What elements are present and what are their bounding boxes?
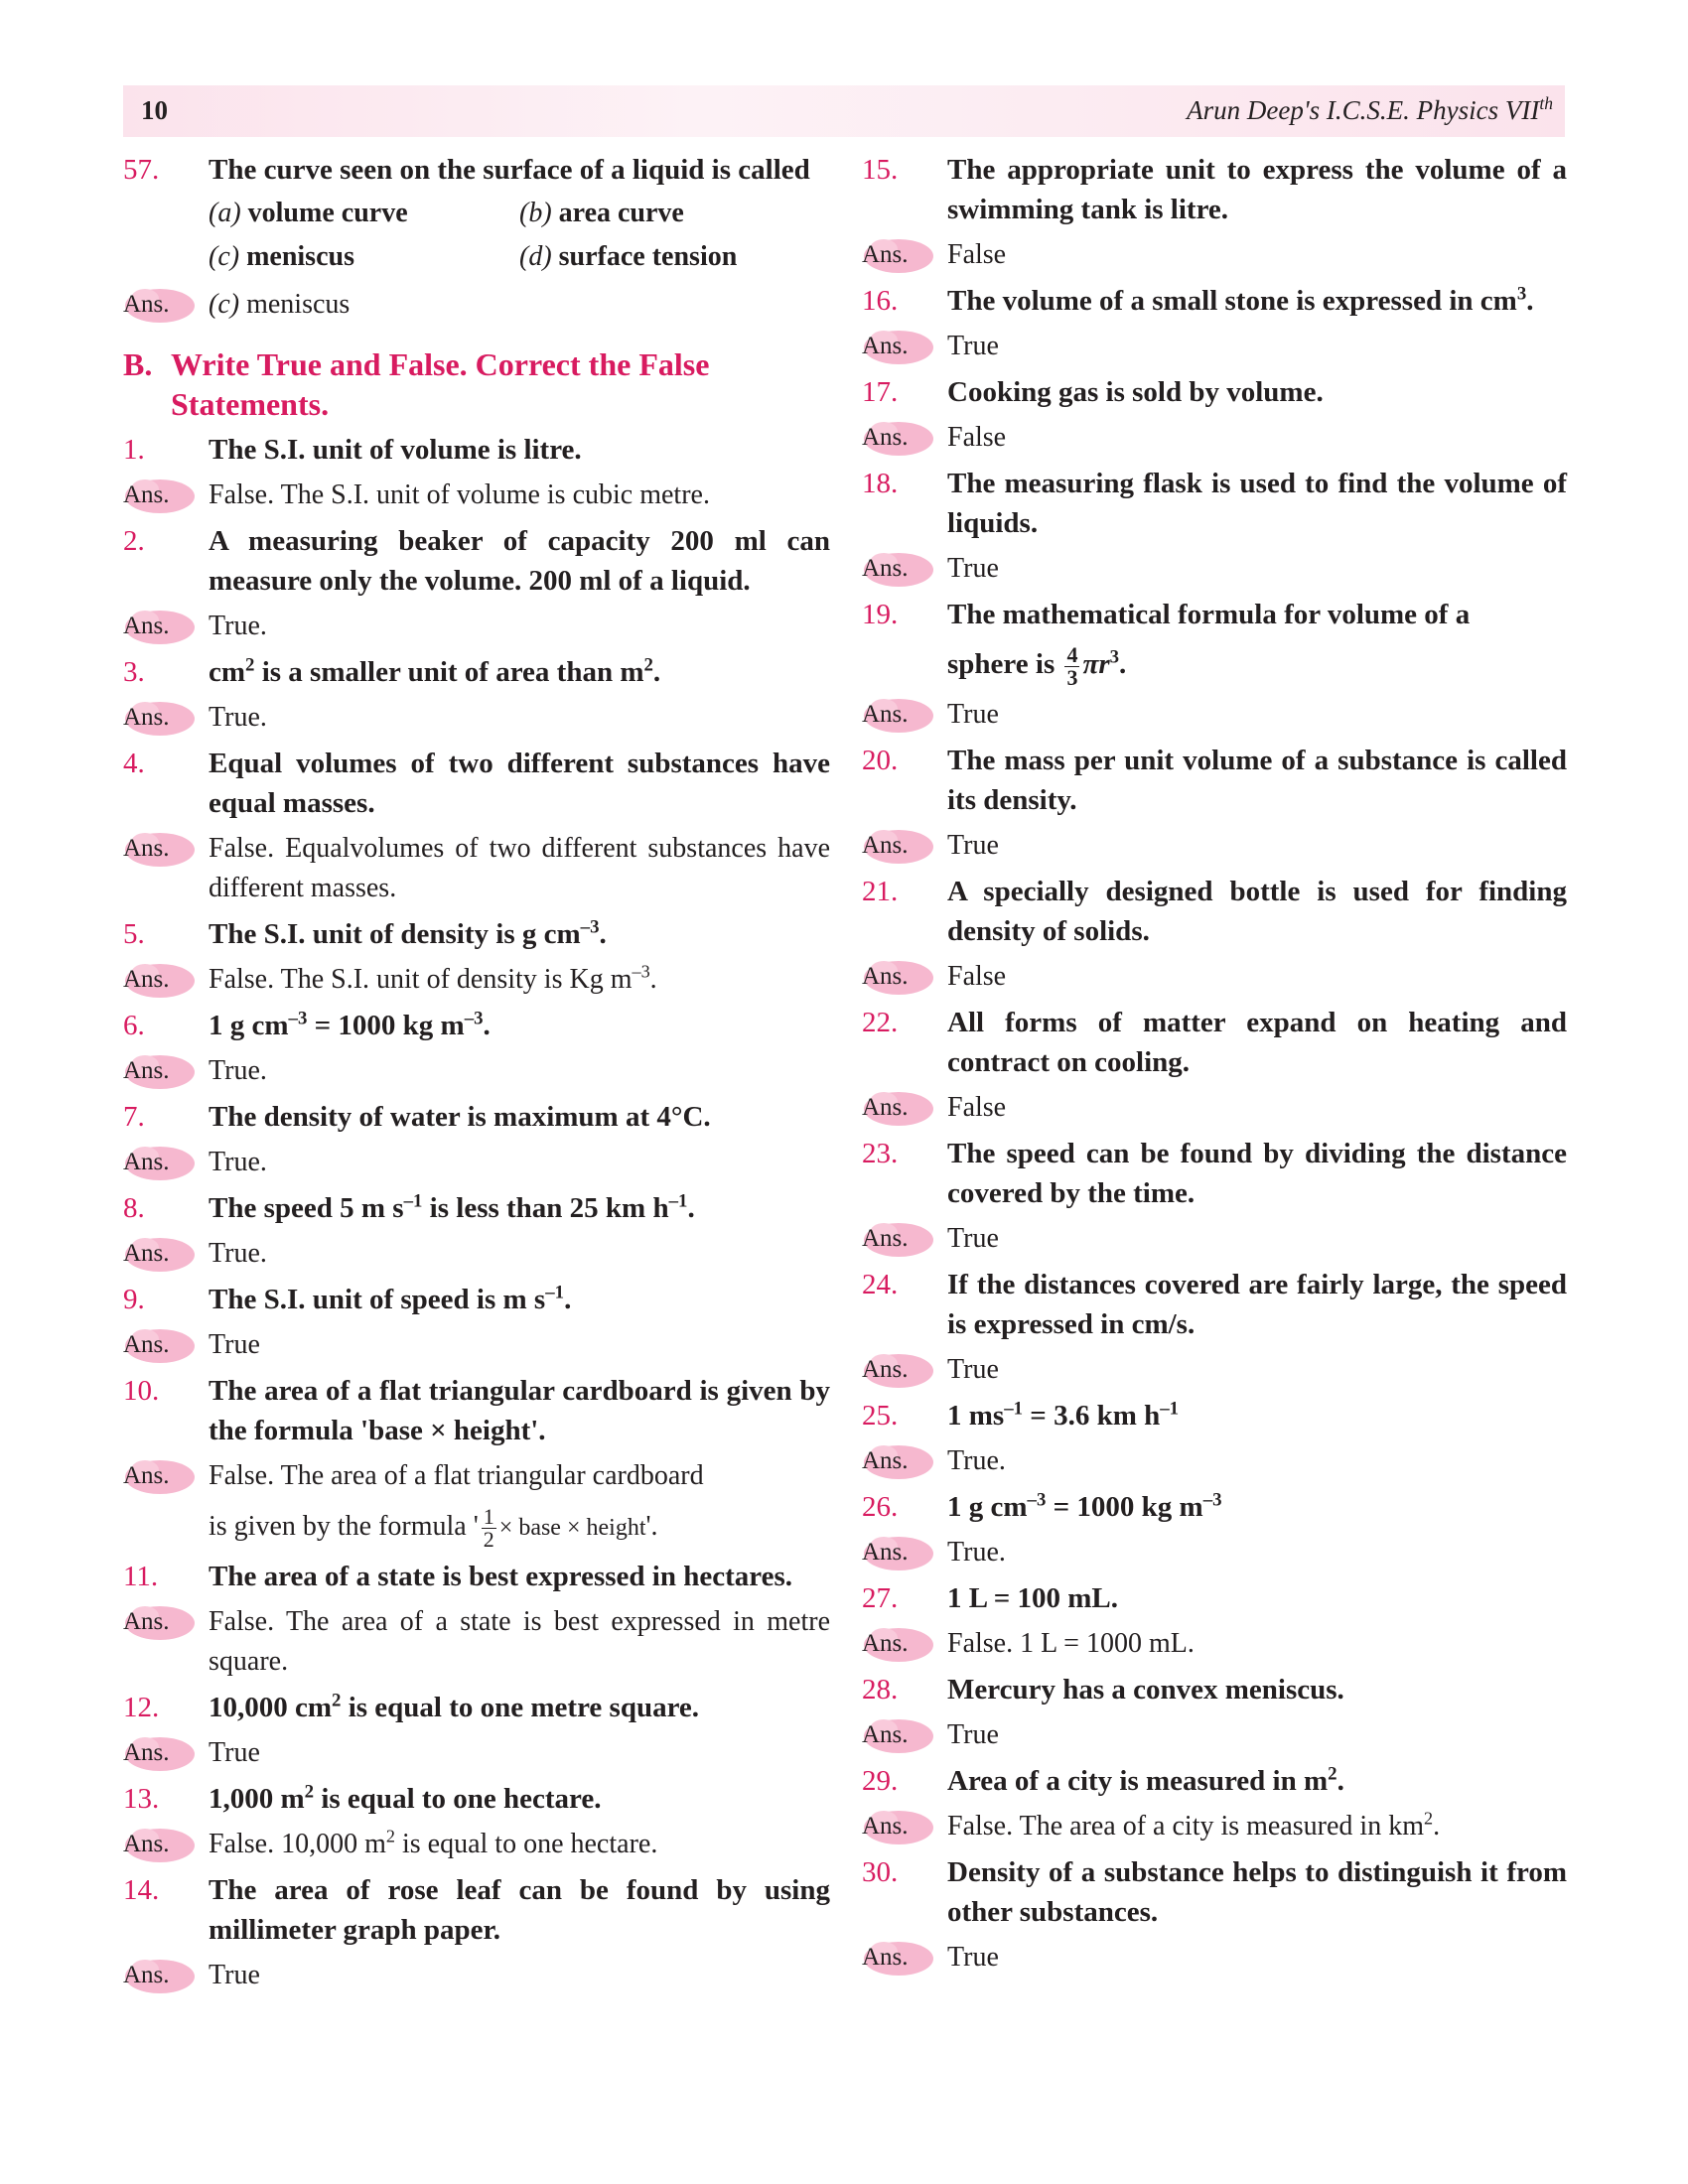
superscript: 2	[245, 654, 255, 676]
answer-item	[123, 476, 830, 515]
ans-label: Ans.	[123, 704, 170, 731]
answer-text: True.	[209, 1055, 267, 1086]
answer-item	[862, 1088, 1567, 1128]
question-number: 26.	[862, 1491, 899, 1523]
text-part: is a smaller unit of area than m	[254, 656, 644, 688]
formula-prefix: sphere is	[947, 648, 1062, 681]
question-number: 5.	[123, 918, 145, 950]
answer-text: True	[947, 699, 999, 730]
question-item	[862, 872, 1567, 951]
answer-text: True.	[209, 702, 267, 733]
ans-label: Ans.	[862, 1094, 909, 1121]
superscript: –1	[545, 1282, 565, 1303]
ans-label: Ans.	[862, 1721, 909, 1748]
text-part: False. The area of a city is measured in km	[947, 1811, 1424, 1842]
text-part: 1,000 m	[209, 1783, 305, 1815]
option-text: surface tension	[558, 241, 738, 272]
question-number: 25.	[862, 1400, 899, 1432]
answer-item	[123, 1234, 830, 1274]
question-text: The appropriate unit to express the volume of a swimming tank is litre.	[947, 154, 1567, 225]
answer-item	[862, 1441, 1567, 1481]
text-part: .	[1526, 285, 1534, 317]
text-part: .	[652, 656, 661, 688]
ans-label: Ans.	[123, 835, 170, 862]
option-text: area curve	[558, 198, 684, 228]
answer-item	[123, 698, 830, 738]
question-number: 1.	[123, 434, 145, 466]
right-column	[862, 144, 1567, 1978]
question-number: 28.	[862, 1674, 899, 1706]
answer-text: True	[209, 1960, 260, 1990]
answer-item	[862, 418, 1567, 458]
answer-text: False	[947, 961, 1007, 992]
question-number: 17.	[862, 376, 899, 408]
answer-item	[862, 1938, 1567, 1978]
answer-text: True.	[209, 1147, 267, 1177]
ans-label: Ans.	[862, 333, 909, 359]
formula-suffix: .	[1119, 648, 1127, 681]
ans-badge	[123, 1956, 197, 1995]
superscript: –3	[1202, 1489, 1222, 1511]
question-text: All forms of matter expand on heating and contract on cooling.	[947, 1007, 1567, 1078]
answer-item	[123, 829, 830, 908]
ans-label: Ans.	[862, 1813, 909, 1840]
ans-badge	[123, 476, 197, 515]
question-text: Density of a substance helps to distinguish it from other substances.	[947, 1856, 1567, 1928]
answer-text: True.	[209, 611, 267, 641]
answer-text: True.	[209, 1238, 267, 1269]
superscript: –3	[288, 1008, 308, 1029]
text-part: The S.I. unit of speed is m s	[209, 1284, 546, 1315]
superscript: 2	[304, 1781, 315, 1803]
answer-text: True	[947, 331, 999, 361]
question-item	[862, 1670, 1567, 1709]
left-column	[123, 144, 830, 1995]
question-item	[123, 1688, 830, 1727]
ans-label: Ans.	[862, 424, 909, 451]
question-item	[862, 1265, 1567, 1344]
ans-badge	[862, 1441, 935, 1481]
text-part: = 1000 kg m	[307, 1010, 465, 1041]
ans-badge	[123, 1325, 197, 1365]
ans-badge	[123, 1143, 197, 1182]
question-item	[123, 1371, 830, 1450]
question-number: 23.	[862, 1138, 899, 1169]
formula-body: × base × height	[498, 1514, 646, 1541]
question-text: If the distances covered are fairly large, the speed is expressed in cm/s.	[947, 1269, 1567, 1340]
question-text: The speed can be found by dividing the distance covered by the time.	[947, 1138, 1567, 1209]
text-part: 10,000 cm	[209, 1692, 333, 1723]
question-item	[862, 1578, 1567, 1618]
answer-text: False	[947, 422, 1007, 453]
question-57	[123, 150, 830, 190]
answer-text: True	[209, 1737, 260, 1768]
superscript: –1	[668, 1190, 688, 1212]
question-item	[123, 1779, 830, 1819]
question-item	[123, 1006, 830, 1045]
book-title	[1187, 95, 1553, 126]
question-number: 19.	[862, 599, 899, 630]
page-header	[123, 85, 1565, 137]
ans-label: Ans.	[862, 1630, 909, 1657]
ans-label: Ans.	[123, 481, 170, 508]
ans-badge	[123, 1456, 197, 1496]
ans-badge	[123, 1602, 197, 1642]
answer-item	[862, 1219, 1567, 1259]
ans-label: Ans.	[123, 1831, 170, 1857]
answer-item	[123, 960, 830, 1000]
answer-item	[862, 549, 1567, 589]
ans-label: Ans.	[123, 1608, 170, 1635]
answer-item	[862, 1624, 1567, 1664]
fraction-denominator: 3	[1066, 665, 1078, 690]
text-part: .	[649, 964, 657, 995]
fraction	[1064, 644, 1079, 689]
fraction-denominator: 2	[483, 1527, 494, 1552]
text-part: 1 g cm	[947, 1491, 1028, 1523]
answer-text: True.	[947, 1537, 1006, 1568]
question-number: 22.	[862, 1007, 899, 1038]
ans-badge	[123, 829, 197, 869]
text-part: Area of a city is measured in m	[947, 1765, 1329, 1797]
option-letter: (d)	[519, 241, 552, 272]
question-text: The mathematical formula for volume of a	[947, 599, 1471, 630]
question-item	[862, 1134, 1567, 1213]
question-text: The curve seen on the surface of a liquid is called	[209, 154, 810, 186]
formula-suffix: '.	[645, 1510, 658, 1542]
ans-label: Ans.	[123, 1240, 170, 1267]
option-letter: (c)	[209, 241, 240, 272]
question-text: The S.I. unit of volume is litre.	[209, 434, 582, 466]
text-part: .	[1336, 1765, 1344, 1797]
question-item	[862, 1761, 1567, 1801]
text-part: = 1000 kg m	[1046, 1491, 1203, 1523]
answer-item	[123, 1956, 830, 1995]
question-item	[123, 1280, 830, 1319]
ans-label: Ans.	[862, 241, 909, 268]
ans-badge	[862, 957, 935, 997]
question-item	[862, 1852, 1567, 1932]
ans-badge	[862, 1088, 935, 1128]
question-number: 2.	[123, 525, 145, 557]
superscript: –3	[632, 961, 650, 982]
ans-badge	[862, 826, 935, 866]
superscript: –1	[1004, 1398, 1024, 1420]
answer-text: False. 1 L = 1000 mL.	[947, 1628, 1195, 1659]
answer-text: False	[947, 1092, 1007, 1123]
ans-badge	[862, 1624, 935, 1664]
book-title-text: Arun Deep's I.C.S.E. Physics VII	[1187, 95, 1540, 125]
section-heading	[123, 344, 830, 424]
text-part: = 3.6 km h	[1023, 1400, 1161, 1432]
superscript: –1	[403, 1190, 423, 1212]
ans-badge	[862, 695, 935, 735]
ans-badge	[123, 1234, 197, 1274]
ans-label: Ans.	[123, 1739, 170, 1766]
question-number: 29.	[862, 1765, 899, 1797]
question-number: 57.	[123, 154, 160, 186]
question-number: 11.	[123, 1561, 159, 1592]
question-text: The measuring flask is used to find the volume of liquids.	[947, 468, 1567, 539]
text-part: False. The S.I. unit of density is Kg m	[209, 964, 633, 995]
answer-text: True	[947, 1719, 999, 1750]
ans-badge	[862, 1350, 935, 1390]
text-part: False. 10,000 m	[209, 1829, 386, 1859]
option-d	[519, 235, 830, 279]
question-item	[123, 1097, 830, 1137]
ans-badge	[862, 418, 935, 458]
question-item	[862, 1487, 1567, 1527]
ans-badge	[862, 327, 935, 366]
question-text: Mercury has a convex meniscus.	[947, 1674, 1344, 1706]
right-items-list	[862, 150, 1567, 1978]
superscript: –3	[464, 1008, 484, 1029]
answer-text: False. Equalvolumes of two different substances have different masses.	[209, 833, 830, 903]
question-number: 4.	[123, 748, 145, 779]
answer-item	[123, 1456, 830, 1551]
ans-label: Ans.	[862, 701, 909, 728]
answer-item	[862, 1350, 1567, 1390]
question-item	[862, 1396, 1567, 1435]
answer-item	[862, 1807, 1567, 1846]
superscript: –3	[1027, 1489, 1047, 1511]
answer-text: False. The area of a state is best expressed in metre square.	[209, 1606, 830, 1677]
answer-item	[123, 1602, 830, 1682]
question-text: The area of rose leaf can be found by using millimeter graph paper.	[209, 1874, 830, 1946]
ans-badge	[862, 1219, 935, 1259]
question-number: 7.	[123, 1101, 145, 1133]
option-b	[519, 192, 830, 235]
ans-badge	[862, 1938, 935, 1978]
answer-item	[862, 1715, 1567, 1755]
superscript: 2	[332, 1690, 342, 1711]
ans-label: Ans.	[862, 555, 909, 582]
ans-label: Ans.	[123, 1462, 170, 1489]
text-part: 1 ms	[947, 1400, 1005, 1432]
fraction	[482, 1506, 496, 1551]
superscript: 2	[1328, 1763, 1337, 1785]
ans-label: Ans.	[123, 1962, 170, 1988]
formula-prefix: is given by the formula '	[209, 1510, 479, 1542]
question-text: The area of a flat triangular cardboard is given by the formula 'base × height'.	[209, 1375, 830, 1446]
answer-item	[123, 1051, 830, 1091]
formula-body: πr	[1082, 648, 1110, 681]
question-number: 30.	[862, 1856, 899, 1888]
superscript: 3	[1516, 283, 1527, 305]
question-number: 8.	[123, 1192, 145, 1224]
text-part: is equal to one hectare.	[314, 1783, 602, 1815]
option-letter: (a)	[209, 198, 241, 228]
ans-label: Ans.	[862, 1539, 909, 1566]
question-item	[862, 1003, 1567, 1082]
ans-badge	[123, 607, 197, 646]
answer-item	[123, 607, 830, 646]
answer-text: False. The area of a flat triangular cardboard	[209, 1460, 704, 1491]
ans-badge	[123, 1051, 197, 1091]
superscript: 2	[643, 654, 653, 676]
question-item	[862, 150, 1567, 229]
answer-item	[862, 1533, 1567, 1572]
ans-label: Ans.	[123, 966, 170, 993]
ans-badge	[862, 549, 935, 589]
answer-text: True	[947, 1942, 999, 1973]
question-item	[123, 1188, 830, 1228]
text-part: The S.I. unit of density is g cm	[209, 918, 581, 950]
question-number: 13.	[123, 1783, 160, 1815]
ans-badge	[123, 1825, 197, 1864]
question-text: The density of water is maximum at 4°C.	[209, 1101, 711, 1133]
formula-line	[947, 644, 1567, 689]
question-item	[123, 914, 830, 954]
ans-label: Ans.	[862, 1225, 909, 1252]
text-part: .	[1433, 1811, 1441, 1842]
question-item	[862, 372, 1567, 412]
text-part: is equal to one hectare.	[394, 1829, 658, 1859]
text-part: .	[564, 1284, 572, 1315]
question-number: 27.	[862, 1582, 899, 1614]
question-number: 12.	[123, 1692, 160, 1723]
question-item	[123, 521, 830, 601]
answer-letter: (c)	[209, 289, 240, 320]
superscript: 3	[1109, 646, 1120, 668]
answer-text: True	[947, 830, 999, 861]
question-number: 3.	[123, 656, 145, 688]
ans-label: Ans.	[862, 1944, 909, 1971]
answer-text: True	[947, 553, 999, 584]
question-number: 18.	[862, 468, 899, 499]
ans-label: Ans.	[123, 613, 170, 639]
question-item	[123, 430, 830, 470]
question-item	[123, 652, 830, 692]
fraction-numerator: 4	[1066, 642, 1078, 667]
question-item	[862, 595, 1567, 689]
ans-label: Ans.	[862, 1447, 909, 1474]
answer-text: meniscus	[246, 289, 351, 320]
answer-item	[862, 327, 1567, 366]
option-text: volume curve	[247, 198, 408, 228]
superscript: 2	[385, 1826, 395, 1846]
text-part: 1 g cm	[209, 1010, 289, 1041]
section-letter: B.	[123, 346, 153, 382]
ans-badge	[123, 698, 197, 738]
answer-item	[862, 957, 1567, 997]
option-text: meniscus	[246, 241, 354, 272]
question-text: A measuring beaker of capacity 200 ml can measure only the volume. 200 ml of a liquid.	[209, 525, 830, 597]
ans-badge	[862, 1533, 935, 1572]
superscript: 2	[1424, 1808, 1434, 1829]
ans-label: Ans.	[862, 832, 909, 859]
question-number: 10.	[123, 1375, 160, 1407]
question-number: 9.	[123, 1284, 145, 1315]
question-number: 24.	[862, 1269, 899, 1300]
section-title: Write True and False. Correct the False Statements.	[171, 346, 710, 422]
fraction-numerator: 1	[483, 1504, 494, 1529]
superscript: –3	[580, 916, 600, 938]
formula-line	[209, 1506, 830, 1551]
question-number: 14.	[123, 1874, 160, 1906]
mcq-options	[123, 192, 830, 279]
question-number: 15.	[862, 154, 899, 186]
question-item	[862, 741, 1567, 820]
option-a	[209, 192, 519, 235]
ans-label: Ans.	[123, 1149, 170, 1175]
question-text: A specially designed bottle is used for finding density of solids.	[947, 876, 1567, 947]
answer-57	[123, 285, 830, 325]
ans-badge	[862, 1807, 935, 1846]
answer-text: True	[947, 1223, 999, 1254]
question-text: Equal volumes of two different substances have equal masses.	[209, 748, 830, 819]
ans-label: Ans.	[123, 291, 170, 318]
question-item	[123, 1557, 830, 1596]
question-item	[123, 744, 830, 823]
question-text: The area of a state is best expressed in hectares.	[209, 1561, 792, 1592]
question-item	[123, 1870, 830, 1950]
book-title-sup: th	[1539, 93, 1553, 113]
question-item	[862, 281, 1567, 321]
answer-item	[123, 1143, 830, 1182]
text-part: The speed 5 m s	[209, 1192, 404, 1224]
text-part: .	[687, 1192, 695, 1224]
page-number: 10	[141, 95, 168, 125]
text-part: cm	[209, 656, 246, 688]
ans-badge	[123, 960, 197, 1000]
left-items-list	[123, 430, 830, 1995]
option-c	[209, 235, 519, 279]
ans-label: Ans.	[123, 1057, 170, 1084]
ans-label: Ans.	[862, 1356, 909, 1383]
question-number: 6.	[123, 1010, 145, 1041]
superscript: –1	[1160, 1398, 1180, 1420]
text-part: .	[599, 918, 607, 950]
text-part: .	[483, 1010, 491, 1041]
option-letter: (b)	[519, 198, 552, 228]
answer-text: True	[947, 1354, 999, 1385]
question-item	[862, 464, 1567, 543]
ans-badge	[123, 1733, 197, 1773]
answer-item	[123, 1325, 830, 1365]
question-text: Cooking gas is sold by volume.	[947, 376, 1324, 408]
answer-item	[123, 1825, 830, 1864]
question-text: 1 L = 100 mL.	[947, 1582, 1119, 1614]
question-number: 16.	[862, 285, 899, 317]
answer-item	[862, 695, 1567, 735]
answer-text: True.	[947, 1445, 1006, 1476]
answer-item	[862, 235, 1567, 275]
text-part: The volume of a small stone is expressed in cm	[947, 285, 1517, 317]
text-part: is less than 25 km h	[422, 1192, 669, 1224]
answer-text: True	[209, 1329, 260, 1360]
ans-badge	[862, 1715, 935, 1755]
question-text: The mass per unit volume of a substance is called its density.	[947, 745, 1567, 816]
answer-item	[862, 826, 1567, 866]
answer-text: False. The S.I. unit of volume is cubic metre.	[209, 479, 710, 510]
answer-item	[123, 1733, 830, 1773]
question-number: 21.	[862, 876, 899, 907]
ans-label: Ans.	[862, 963, 909, 990]
ans-badge	[123, 285, 197, 325]
answer-text: False	[947, 239, 1007, 270]
ans-badge	[862, 235, 935, 275]
ans-label: Ans.	[123, 1331, 170, 1358]
text-part: is equal to one metre square.	[341, 1692, 700, 1723]
question-number: 20.	[862, 745, 899, 776]
